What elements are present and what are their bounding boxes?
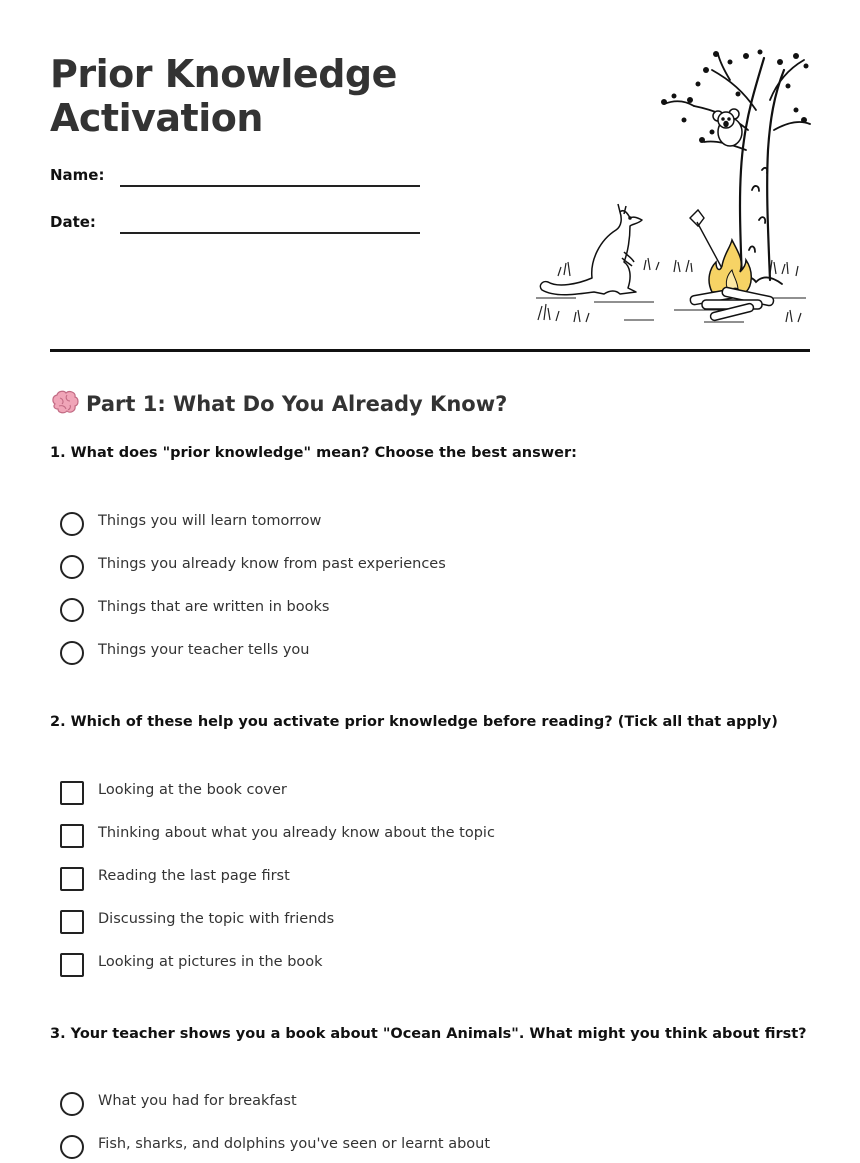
radio-button[interactable]: [60, 598, 84, 622]
option-label: Looking at pictures in the book: [98, 954, 323, 970]
option-label: Things that are written in books: [98, 599, 330, 615]
q3-option-2[interactable]: [60, 1135, 760, 1163]
worksheet-title: [50, 52, 397, 140]
checkbox[interactable]: [60, 867, 84, 891]
q2-option-1[interactable]: [60, 781, 760, 809]
option-label: What you had for breakfast: [98, 1093, 297, 1109]
checkbox[interactable]: [60, 824, 84, 848]
bush-scene-illustration: [534, 40, 812, 330]
billy-can-icon: [690, 210, 724, 272]
option-label: Fish, sharks, and dolphins you've seen or learnt about: [98, 1136, 491, 1152]
option-label: Discussing the topic with friends: [98, 911, 335, 927]
q1-option-1[interactable]: [60, 512, 760, 540]
name-field[interactable]: [50, 166, 420, 196]
kangaroo-icon: [540, 204, 642, 295]
option-label: Looking at the book cover: [98, 782, 287, 798]
radio-button[interactable]: [60, 641, 84, 665]
date-write-line[interactable]: [120, 232, 420, 234]
q3-option-1[interactable]: [60, 1092, 760, 1120]
checkbox[interactable]: [60, 953, 84, 977]
koala-icon: [713, 109, 742, 146]
q1-option-2[interactable]: [60, 555, 760, 583]
part1-title: Part 1: What Do You Already Know?: [86, 392, 508, 416]
name-label: Name:: [50, 166, 105, 184]
radio-button[interactable]: [60, 512, 84, 536]
q2-option-2[interactable]: [60, 824, 760, 852]
title-line-1: Prior Knowledge: [50, 52, 397, 96]
question-3: 3. Your teacher shows you a book about "Ocean Animals". What might you think about first?: [50, 1026, 807, 1042]
brain-icon: [50, 390, 80, 416]
option-label: Things you already know from past experiences: [98, 556, 446, 572]
question-1: 1. What does "prior knowledge" mean? Choose the best answer:: [50, 445, 577, 461]
q2-option-4[interactable]: [60, 910, 760, 938]
worksheet: [50, 0, 810, 1161]
date-field[interactable]: [50, 213, 420, 243]
radio-button[interactable]: [60, 1092, 84, 1116]
option-label: Thinking about what you already know about the topic: [98, 825, 495, 841]
option-label: Things you will learn tomorrow: [98, 513, 322, 529]
campfire-icon: [690, 240, 775, 321]
checkbox[interactable]: [60, 910, 84, 934]
option-label: Things your teacher tells you: [98, 642, 310, 658]
q1-option-3[interactable]: [60, 598, 760, 626]
option-label: Reading the last page first: [98, 868, 290, 884]
name-write-line[interactable]: [120, 185, 420, 187]
q2-option-3[interactable]: [60, 867, 760, 895]
q1-option-4[interactable]: [60, 641, 760, 669]
checkbox[interactable]: [60, 781, 84, 805]
part1-heading: [50, 390, 507, 416]
radio-button[interactable]: [60, 555, 84, 579]
q2-option-5[interactable]: [60, 953, 760, 981]
question-2: 2. Which of these help you activate prior knowledge before reading? (Tick all that apply): [50, 714, 778, 730]
date-label: Date:: [50, 213, 96, 231]
header-divider: [50, 349, 810, 352]
title-line-2: Activation: [50, 96, 263, 140]
radio-button[interactable]: [60, 1135, 84, 1159]
